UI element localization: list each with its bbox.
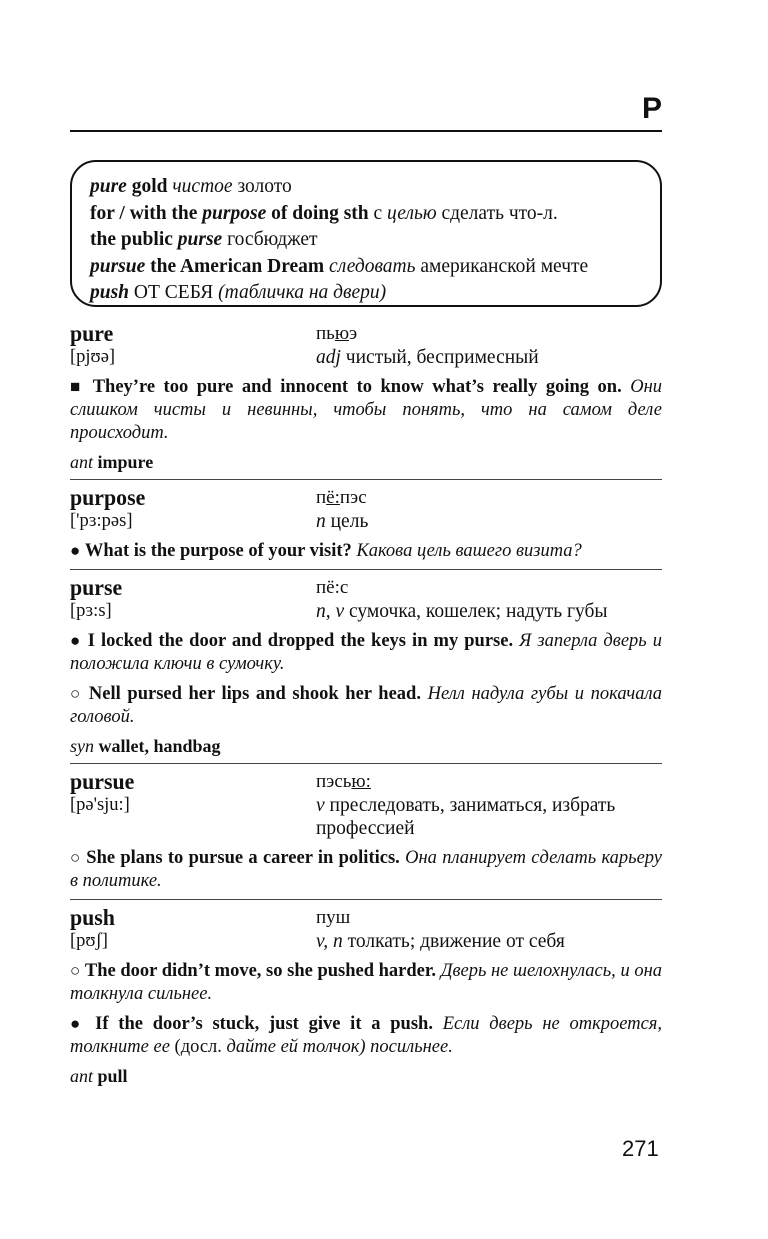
definition: n, v сумочка, кошелек; надуть губы bbox=[316, 601, 608, 622]
russian-pronunciation: пё:с bbox=[316, 577, 349, 598]
definition: v, n толкать; движение от себя bbox=[316, 931, 565, 952]
header-rule bbox=[70, 130, 662, 132]
example-marker: ○ bbox=[70, 848, 81, 867]
dictionary-entries bbox=[70, 322, 662, 1087]
entry-pure bbox=[70, 322, 662, 473]
phrase-box bbox=[70, 160, 662, 307]
phrase-text: the public bbox=[90, 229, 178, 250]
phrase-translation: золото bbox=[232, 176, 292, 197]
entry-header bbox=[70, 906, 662, 930]
example: ○ Nell pursed her lips and shook her head. Нелл надула губы и покачала головой. bbox=[70, 684, 663, 727]
ipa-transcription: [pɜ:s] bbox=[70, 601, 112, 621]
russian-pronunciation: пэсью: bbox=[316, 771, 371, 792]
example-marker: ● bbox=[70, 541, 81, 560]
russian-pronunciation: пьюэ bbox=[316, 323, 358, 344]
page-number: 271 bbox=[622, 1136, 659, 1161]
example: ○ She plans to pursue a career in politics. Она планирует сделать карьеру в политике. bbox=[70, 848, 663, 891]
phrase-translation-italic: следовать bbox=[324, 255, 416, 277]
phrase-translation: сделать что-л. bbox=[436, 202, 558, 224]
phrase-translation: с bbox=[368, 202, 388, 224]
phrase-translation-italic: чистое bbox=[172, 176, 233, 197]
entry-divider bbox=[70, 763, 662, 764]
headword: pure bbox=[70, 321, 114, 346]
phrase-line bbox=[90, 227, 660, 254]
phrase-text: the American Dream bbox=[145, 255, 325, 277]
example-marker: ■ bbox=[70, 377, 85, 396]
phrase-translation: госбюджет bbox=[222, 229, 318, 250]
headword: purse bbox=[70, 575, 123, 600]
entry-push bbox=[70, 906, 662, 1087]
phrase-line bbox=[90, 254, 660, 281]
entry-subheader bbox=[70, 510, 662, 533]
example-marker: ○ bbox=[70, 961, 81, 980]
example-marker: ○ bbox=[70, 684, 83, 703]
russian-pronunciation: пуш bbox=[316, 907, 351, 928]
phrase-line bbox=[90, 280, 660, 307]
related-words: syn wallet, handbag bbox=[70, 736, 221, 756]
phrase-keyword: purpose bbox=[202, 202, 267, 224]
phrase-line bbox=[90, 201, 660, 228]
example-marker: ● bbox=[70, 631, 82, 650]
entry-subheader bbox=[70, 794, 662, 840]
phrase-text: of doing sth bbox=[266, 202, 369, 224]
entry-header bbox=[70, 322, 662, 346]
phrase-translation: американской мечте bbox=[415, 255, 589, 277]
definition: n цель bbox=[316, 511, 369, 532]
example: ○ The door didn’t move, so she pushed harder. Дверь не шелохнулась, и она толкнула сильнее. bbox=[70, 961, 663, 1004]
entry-purpose bbox=[70, 486, 662, 563]
phrase-keyword: pursue bbox=[90, 255, 146, 277]
example: ● I locked the door and dropped the keys in my purse. Я заперла дверь и положила ключи в сумочку. bbox=[70, 631, 662, 674]
headword: purpose bbox=[70, 485, 146, 510]
entry-subheader bbox=[70, 930, 662, 953]
phrase-keyword: pure bbox=[90, 176, 127, 197]
entry-subheader bbox=[70, 600, 662, 623]
entry-pursue bbox=[70, 770, 662, 893]
entry-divider bbox=[70, 569, 662, 570]
entry-divider bbox=[70, 899, 662, 900]
entry-subheader bbox=[70, 346, 662, 369]
example: ● If the door’s stuck, just give it a push. Если дверь не откроется, толкните ее (досл. дайте ей толчок) посильнее. bbox=[70, 1014, 663, 1057]
ipa-transcription: [pə'sju:] bbox=[70, 795, 130, 815]
entry-purse bbox=[70, 576, 662, 757]
russian-pronunciation: пё:пэс bbox=[316, 487, 367, 508]
headword: push bbox=[70, 905, 115, 930]
ipa-transcription: [pʊʃ] bbox=[70, 931, 108, 951]
ipa-transcription: ['pɜ:pəs] bbox=[70, 511, 133, 531]
example: ■ They’re too pure and innocent to know what’s really going on. Они слишком чисты и невинны, чтобы понять, что на самом деле происходит. bbox=[70, 377, 663, 443]
example: ● What is the purpose of your visit? Какова цель вашего визита? bbox=[70, 541, 582, 561]
headword: pursue bbox=[70, 769, 135, 794]
section-letter: P bbox=[642, 92, 663, 125]
phrase-keyword: push bbox=[90, 282, 130, 303]
phrase-translation-italic: целью bbox=[387, 202, 437, 224]
phrase-line bbox=[90, 174, 660, 201]
entry-header bbox=[70, 770, 662, 794]
example-marker: ● bbox=[70, 1014, 86, 1033]
entry-header bbox=[70, 486, 662, 510]
phrase-text: gold bbox=[126, 176, 173, 197]
definition: adj чистый, беспримесный bbox=[316, 347, 539, 368]
ipa-transcription: [pjʊə] bbox=[70, 347, 116, 367]
related-words: ant impure bbox=[70, 452, 154, 472]
entry-divider bbox=[70, 479, 662, 480]
phrase-keyword: purse bbox=[177, 229, 223, 250]
related-words: ant pull bbox=[70, 1066, 128, 1086]
entry-header bbox=[70, 576, 662, 600]
phrase-text: for / with the bbox=[90, 202, 203, 224]
phrase-translation: ОТ СЕБЯ bbox=[129, 282, 219, 303]
phrase-translation-italic: (табличка на двери) bbox=[218, 282, 387, 303]
definition: v преследовать, заниматься, избрать профессией bbox=[316, 795, 616, 839]
